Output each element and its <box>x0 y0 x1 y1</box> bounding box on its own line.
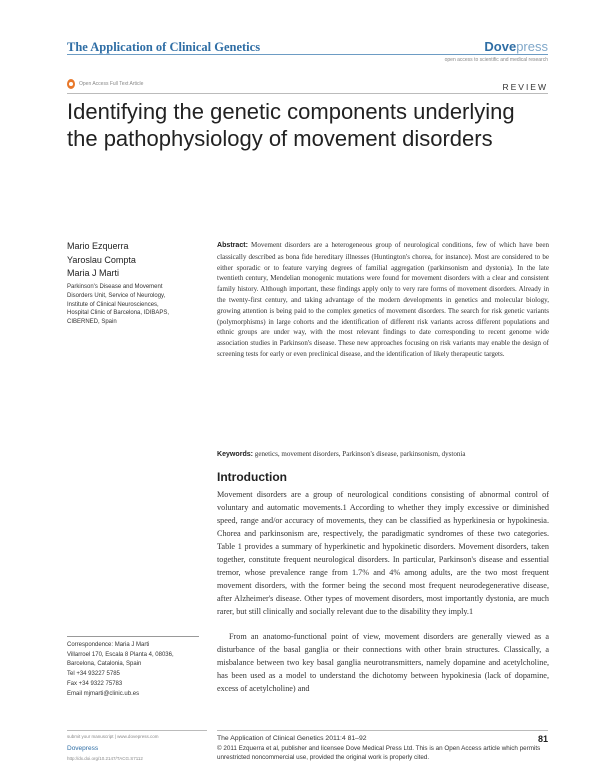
author-name: Yaroslau Compta <box>67 254 136 265</box>
publisher-bold: Dove <box>484 39 517 54</box>
citation: The Application of Clinical Genetics 2011:4 81–92 <box>217 735 367 742</box>
article-type-rule <box>67 93 548 94</box>
header-rule <box>67 54 548 55</box>
affiliation-line: CIBERNED, Spain <box>67 319 117 326</box>
publisher-light: press <box>516 39 548 54</box>
footer-rule-left <box>67 730 207 731</box>
correspondence-line: Barcelona, Catalonia, Spain <box>67 661 142 668</box>
abstract <box>217 240 549 360</box>
publisher-logo[interactable] <box>484 39 548 54</box>
correspondence-line: Fax +34 9322 75783 <box>67 680 123 687</box>
submit-link[interactable]: submit your manuscript | www.dovepress.com <box>67 734 159 739</box>
correspondence-email[interactable]: Email mjmarti@clinic.ub.es <box>67 690 140 697</box>
affiliation-line: Institute of Clinical Neurosciences, <box>67 301 159 308</box>
affiliation-line: Disorders Unit, Service of Neurology, <box>67 292 166 299</box>
article-title: Identifying the genetic components underlying the pathophysiology of movement disorders <box>67 99 515 151</box>
keywords-label: Keywords: <box>217 451 254 458</box>
article-type: REVIEW <box>502 82 548 92</box>
correspondence-rule <box>67 636 199 637</box>
publisher-tagline: open access to scientific and medical research <box>444 57 548 63</box>
keywords-text: genetics, movement disorders, Parkinson's disease, parkinsonism, dystonia <box>254 450 466 458</box>
open-access-label: Open Access Full Text Article <box>79 81 144 87</box>
correspondence-line: Tel +34 93227 5785 <box>67 671 120 678</box>
page-number: 81 <box>537 734 548 744</box>
open-access-row <box>67 79 143 89</box>
paragraph: Movement disorders are a group of neurological conditions consisting of abnormal control of voluntary and automatic movements.1 According to whether they imply excessive or diminished speed, range and/or accuracy of movements, they can be classified as hyperkinesia or hypokinesia. Chorea and parkinsonism are, respectively, the paradigmatic syndromes of these two categories. Table 1 provides a summary of hyperkinetic and hypokinetic disorders. Movement disorders, taken together, constitute frequent neurological disorders. In particular, Parkinson's disease and essential tremor, whose prevalence range from 1.7% and 4% among adults, are the two most frequent movement disorders, with the former being the second most frequent neurodegenerative disease, after Alzheimer's disease. Other types of movement disorders, most importantly dystonia, are much rarer, but still clinically and socially relevant due to the disability they imply.1 <box>217 490 549 616</box>
journal-title: The Application of Clinical Genetics <box>67 40 261 54</box>
author-name: Mario Ezquerra <box>67 241 129 251</box>
doi-link[interactable]: http://dx.doi.org/10.2147/TACG.S7112 <box>67 756 143 761</box>
correspondence <box>67 641 207 699</box>
correspondence-line: Villarroel 170, Escala 8 Planta 4, 08036, <box>67 651 174 658</box>
footer-publisher[interactable]: Dovepress <box>67 745 99 752</box>
author-list <box>67 240 136 281</box>
abstract-text: Movement disorders are a heterogeneous group of neurological conditions, few of which have been classically described as bona fide hereditary illnesses (Huntington's chorea, for instance). Most are considered to be either sporadic or to feature varying degrees of familial aggregation (parkinsonism and dystonia). In the late twentieth century, Mendelian monogenic mutations were found for movement disorders with a clear and consistent family history. Although important, these findings apply only to very rare forms of movement disorders. Already in the twenty-first century, and taking advantage of the modern developments in genetics and molecular biology, growing attention is being paid to the complex genetics of movement disorders. The search for risk genetic variants (polymorphisms) in large cohorts and the identification of different risk variants across different populations and ethnic groups are under way, with the most relevant findings to date corresponding to recent genome wide association studies in Parkinson's disease. These new approaches focusing on risk variants may enable the design of screening tests for early or even preclinical disease, and the identification of likely therapeutic targets. <box>217 241 550 358</box>
affiliation-line: Hospital Clinic of Barcelona, IDIBAPS, <box>67 310 170 317</box>
footer-rule-right <box>217 730 548 731</box>
copyright: © 2011 Ezquerra et al, publisher and licensee Dove Medical Press Ltd. This is an Open Access article which permits unrestricted noncommercial use, provided the original work is properly cited. <box>217 745 541 761</box>
open-access-icon <box>67 79 75 89</box>
abstract-label: Abstract: <box>217 242 248 249</box>
affiliation <box>67 283 207 327</box>
paragraph: From an anatomo-functional point of view, movement disorders are generally viewed as a disturbance of the basal ganglia or their connections with other brain structures. Classically, a misbalance between two key basal ganglia neurotransmitters, namely dopamine and acetylcholine, has been used as a model to understand the dichotomy between hypokinesia (lack of dopamine, excess of acetylcholine) and <box>217 632 549 693</box>
section-heading: Introduction <box>217 470 287 484</box>
author-name: Maria J Marti <box>67 268 120 278</box>
affiliation-line: Parkinson's Disease and Movement <box>67 284 163 290</box>
correspondence-line: Correspondence: Maria J Marti <box>67 642 150 648</box>
keywords <box>217 449 549 461</box>
